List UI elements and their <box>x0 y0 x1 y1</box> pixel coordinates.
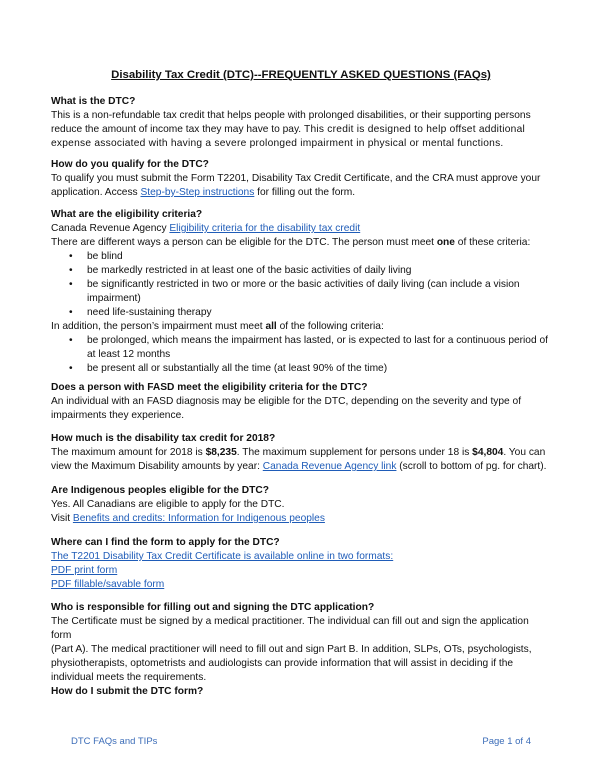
paragraph-line: The Certificate must be signed by a medical practitioner. The individual can fill out and sign the application form <box>51 616 529 641</box>
paragraph-line <box>51 460 551 474</box>
question-heading: What are the eligibility criteria? <box>51 209 203 220</box>
section-indigenous <box>51 484 551 526</box>
section-what <box>51 95 551 151</box>
paragraph-text: Visit <box>51 513 71 524</box>
question-heading: What is the DTC? <box>51 96 136 107</box>
section-qualify <box>51 158 551 200</box>
footer-page-number: Page 1 of 4 <box>482 736 531 747</box>
section-eligibility <box>51 208 551 376</box>
question-heading: Who is responsible for filling out and signing the DTC application? <box>51 602 375 613</box>
question-heading: How do you qualify for the DTC? <box>51 159 209 170</box>
paragraph-text: In addition, the person’s impairment must meet <box>51 321 263 332</box>
question-heading: How much is the disability tax credit for 2018? <box>51 433 276 444</box>
page-title: Disability Tax Credit (DTC)--FREQUENTLY ASKED QUESTIONS (FAQs) <box>111 69 491 81</box>
supplement-value: $4,804 <box>472 447 504 458</box>
section-form <box>51 536 551 592</box>
paragraph-line <box>51 186 551 200</box>
paragraph-text: . The maximum supplement for persons under 18 is <box>236 447 470 458</box>
section-fasd <box>51 381 551 423</box>
section-responsible <box>51 601 551 699</box>
pdf-print-form-link[interactable]: PDF print form <box>51 565 118 576</box>
paragraph-line: individual meets the requirements. <box>51 672 207 683</box>
paragraph-line: impairments they experience. <box>51 410 185 421</box>
paragraph-line: physiotherapists, optometrists and audiologists can provide information that will assist in deciding if the <box>51 658 514 669</box>
paragraph-text: The maximum amount for 2018 is <box>51 447 203 458</box>
question-heading: Are Indigenous peoples eligible for the DTC? <box>51 485 269 496</box>
agency-label: Canada Revenue Agency <box>51 223 167 234</box>
paragraph-text: of the following criteria: <box>279 321 384 332</box>
eligibility-criteria-link[interactable]: Eligibility criteria for the disability tax credit <box>169 223 361 234</box>
paragraph-line: An individual with an FASD diagnosis may be eligible for the DTC, depending on the severity and type of <box>51 396 522 407</box>
paragraph-line <box>51 446 551 460</box>
paragraph-line: expense associated with having a severe prolonged impairment in physical or mental functions. <box>51 138 504 149</box>
paragraph-text: view the Maximum Disability amounts by year: <box>51 461 260 472</box>
indigenous-benefits-link[interactable]: Benefits and credits: Information for Indigenous peoples <box>72 513 325 524</box>
list-item: • be markedly restricted in at least one of the basic activities of daily living <box>51 264 551 278</box>
paragraph-line <box>51 320 551 334</box>
paragraph-line: (Part A). The medical practitioner will need to fill out and sign Part B. In addition, SLPs, OTs, psychologists, <box>51 644 532 655</box>
paragraph-line <box>51 512 551 526</box>
max-amount-value: $8,235 <box>205 447 237 458</box>
list-item: • be blind <box>51 250 551 264</box>
question-heading: How do I submit the DTC form? <box>51 686 204 697</box>
paragraph-text: . You can <box>503 447 546 458</box>
section-amount <box>51 432 551 474</box>
paragraph-text: of these criteria: <box>457 237 531 248</box>
criteria-list-2 <box>51 334 551 376</box>
paragraph-line <box>51 222 551 236</box>
cra-link[interactable]: Canada Revenue Agency link <box>262 461 397 472</box>
paragraph-text: (scroll to bottom of pg. for chart). <box>399 461 547 472</box>
paragraph-text: There are different ways a person can be eligible for the DTC. The person must meet <box>51 237 434 248</box>
paragraph-line: Yes. All Canadians are eligible to apply for the DTC. <box>51 499 285 510</box>
emphasis-text: one <box>436 237 455 248</box>
list-item: • be present all or substantially all the time (at least 90% of the time) <box>51 362 551 376</box>
footer-left: DTC FAQs and TIPs <box>71 736 158 747</box>
paragraph-line: This is a non-refundable tax credit that helps people with prolonged disabilities, or their supporting persons <box>51 110 531 121</box>
paragraph-text: application. Access <box>51 187 138 198</box>
pdf-fillable-form-link[interactable]: PDF fillable/savable form <box>51 579 165 590</box>
paragraph-line <box>51 123 551 137</box>
criteria-list <box>51 250 551 320</box>
list-item: • need life-sustaining therapy <box>51 306 551 320</box>
paragraph-text: reduce the amount of income tax they may have to pay. <box>51 124 302 135</box>
emphasis-text: all <box>265 321 277 332</box>
step-by-step-link[interactable]: Step-by-Step instructions <box>140 187 255 198</box>
t2201-link[interactable]: The T2201 Disability Tax Credit Certificate is available online in two formats: <box>51 551 394 562</box>
list-item: • be prolonged, which means the impairment has lasted, or is expected to last for a continuous period of at least 12 months <box>51 334 551 362</box>
question-heading: Where can I find the form to apply for the DTC? <box>51 537 280 548</box>
list-item: • be significantly restricted in two or more or the basic activities of daily living (can include a vision impairment) <box>51 278 551 306</box>
paragraph-text: for filling out the form. <box>257 187 356 198</box>
question-heading: Does a person with FASD meet the eligibility criteria for the DTC? <box>51 382 368 393</box>
paragraph-text: This credit is designed to help offset additional <box>303 124 526 135</box>
paragraph-line <box>51 236 551 250</box>
paragraph-line: To qualify you must submit the Form T2201, Disability Tax Credit Certificate, and the CRA must approve your <box>51 173 541 184</box>
